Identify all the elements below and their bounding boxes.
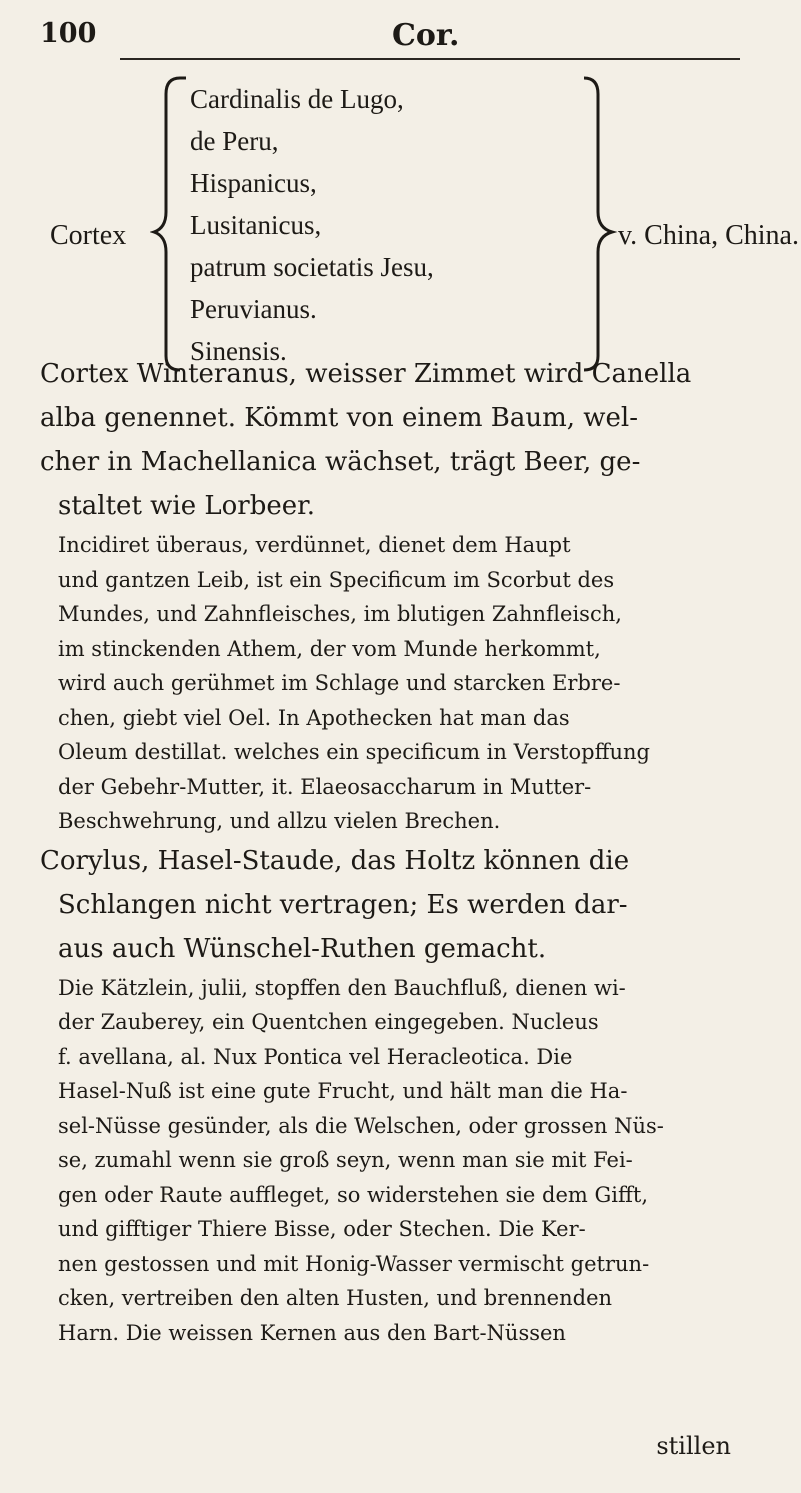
text-line: Cortex Winteranus, weisser Zimmet wird Canella — [40, 359, 692, 389]
cortex-head-word: Cortex — [50, 220, 127, 251]
text-line: staltet wie Lorbeer. — [58, 491, 315, 521]
text-line: Die Kätzlein, julii, stopffen den Bauchfluß, dienen wi- — [58, 975, 626, 1000]
text-line: wird auch gerühmet im Schlage und starcken Erbre- — [58, 671, 621, 695]
text-line: f. avellana, al. Nux Pontica vel Heracleotica. Die — [58, 1044, 573, 1069]
catchword: stillen — [656, 1432, 731, 1460]
page-number: 100 — [40, 18, 97, 49]
text-line: sel-Nüsse gesünder, als die Welschen, oder grossen Nüs- — [58, 1113, 664, 1138]
cortex-name: de Peru, — [190, 126, 279, 156]
text-line: cken, vertreiben den alten Husten, und brennenden — [58, 1286, 613, 1310]
text-line: Oleum destillat. welches ein specificum in Verstopffung — [58, 740, 650, 764]
text-line: und gantzen Leib, ist ein Specificum im Scorbut des — [58, 567, 615, 592]
paragraph-winteranus-uses — [40, 528, 770, 839]
text-line: Harn. Die weissen Kernen aus den Bart-Nüssen — [58, 1320, 566, 1345]
text-line: nen gestossen und mit Honig-Wasser vermischt getrun- — [58, 1251, 650, 1276]
cortex-name: Peruvianus. — [190, 294, 317, 324]
cortex-names — [190, 78, 434, 372]
text-line: Incidiret überaus, verdünnet, dienet dem Haupt — [58, 533, 571, 557]
cortex-name: Lusitanicus, — [190, 210, 322, 240]
paragraph-corylus-uses — [40, 971, 770, 1351]
text-line: aus auch Wünschel-Ruthen gemacht. — [58, 933, 547, 964]
paragraph-cortex-winteranus — [40, 352, 770, 528]
text-line: Corylus, Hasel-Staude, das Holtz können die — [40, 845, 630, 876]
left-brace — [150, 74, 190, 374]
text-line: alba genennet. Kömmt von einem Baum, wel- — [40, 403, 639, 433]
text-line: chen, giebt viel Oel. In Apothecken hat man das — [58, 705, 570, 730]
text-line: Hasel-Nuß ist eine gute Frucht, und hält man die Ha- — [58, 1079, 628, 1103]
china-cross-reference: v. China, China. — [618, 220, 799, 251]
text-line: cher in Machellanica wächset, trägt Beer, ge- — [40, 447, 641, 477]
text-line: der Gebehr-Mutter, it. Elaeosaccharum in Mutter- — [58, 774, 592, 799]
cortex-synonym-list — [50, 60, 799, 370]
text-line: Mundes, und Zahnfleisches, im blutigen Zahnfleisch, — [58, 602, 622, 626]
paragraph-corylus — [40, 839, 770, 971]
page-header — [40, 18, 760, 58]
text-line: gen oder Raute auffleget, so widerstehen sie dem Gifft, — [58, 1182, 649, 1207]
cortex-name: Cardinalis de Lugo, — [190, 84, 404, 114]
running-head: Cor. — [392, 18, 460, 53]
text-line: und gifftiger Thiere Bisse, oder Stechen. Die Ker- — [58, 1217, 586, 1241]
text-line: der Zauberey, ein Quentchen eingegeben. Nucleus — [58, 1010, 599, 1034]
entry-text — [40, 352, 770, 1350]
cortex-name: Hispanicus, — [190, 168, 317, 198]
cortex-name: patrum societatis Jesu, — [190, 252, 434, 282]
text-line: im stinckenden Athem, der vom Munde herkommt, — [58, 636, 601, 661]
text-line: Schlangen nicht vertragen; Es werden dar- — [58, 889, 628, 920]
text-line: se, zumahl wenn sie groß seyn, wenn man sie mit Fei- — [58, 1148, 633, 1172]
right-brace — [578, 74, 618, 374]
cortex-name: Sinensis. — [190, 336, 287, 366]
text-line: Beschwehrung, und allzu vielen Brechen. — [58, 809, 501, 833]
